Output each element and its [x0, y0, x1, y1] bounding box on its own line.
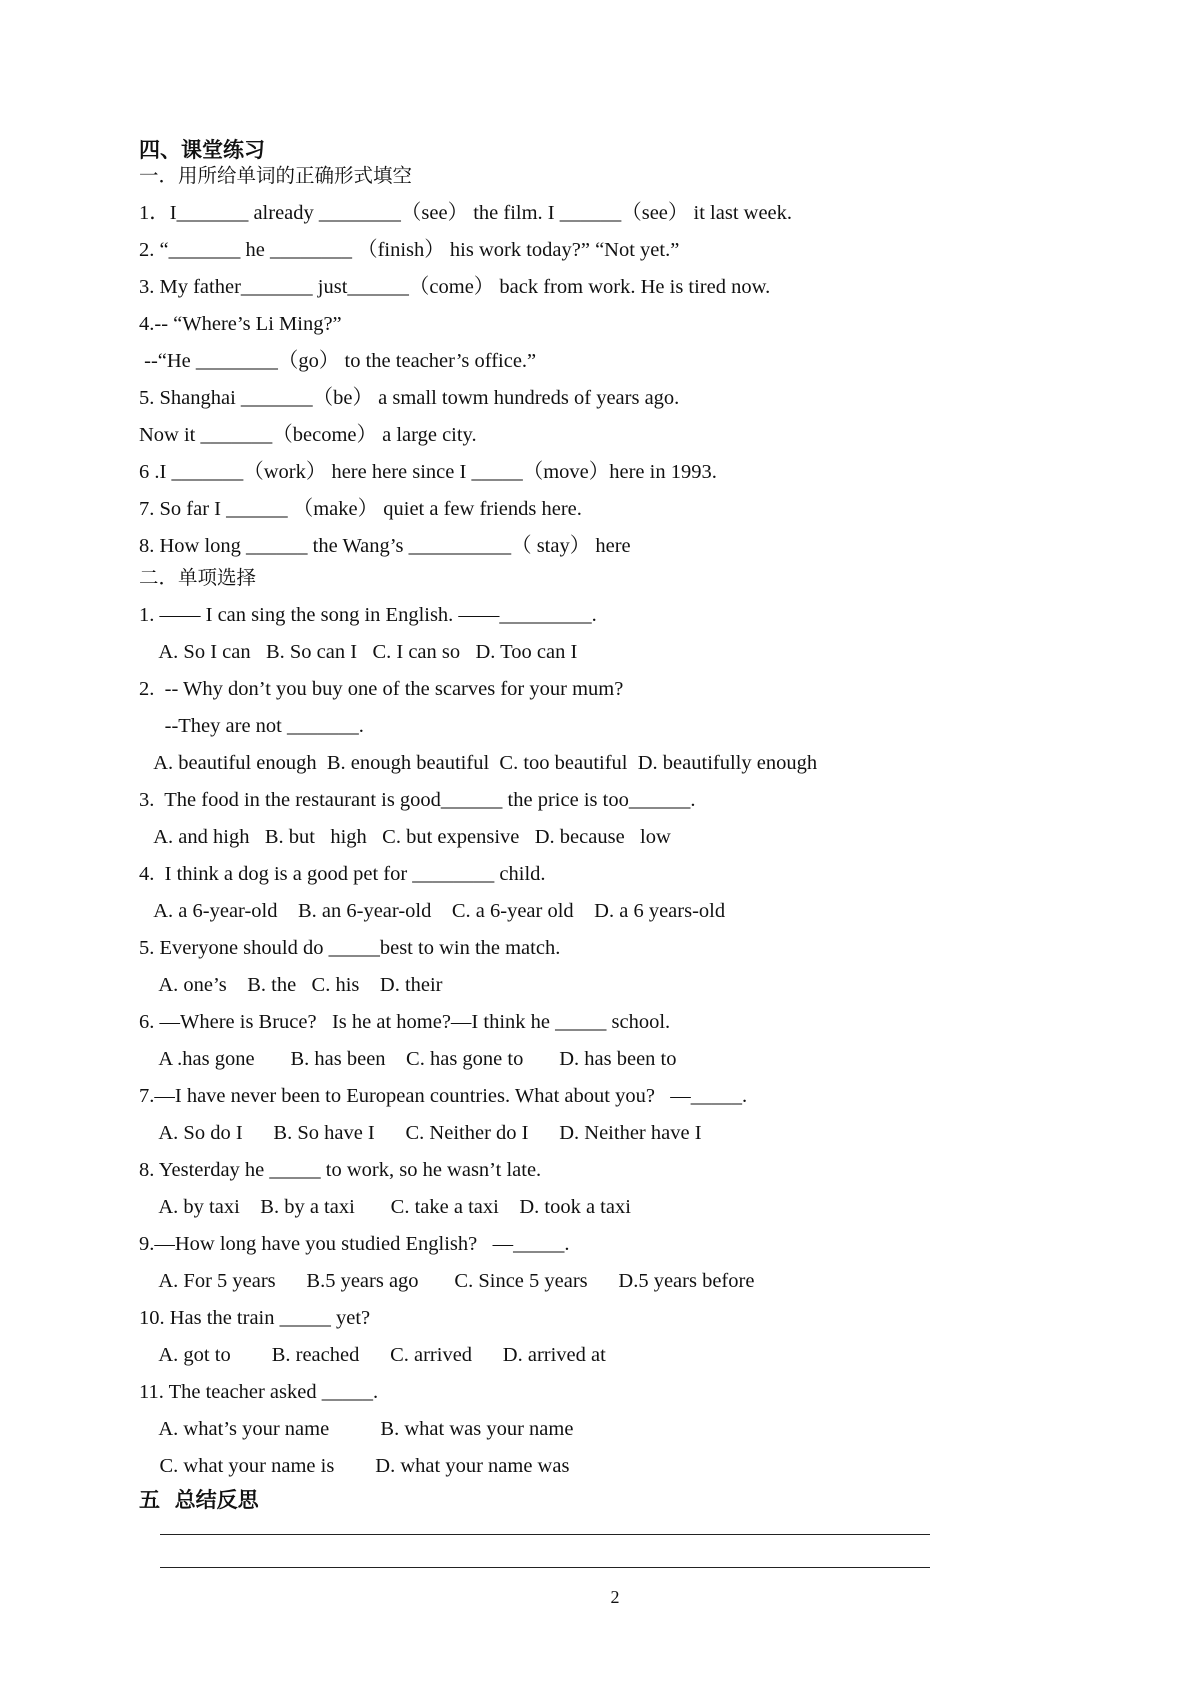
question-line: 1．I_______ already ________（see） the film. I ______（see） it last week.	[139, 202, 793, 224]
question-line: 3. The food in the restaurant is good______ the price is too______.	[139, 789, 696, 811]
options-line: A. and high B. but high C. but expensive D. because low	[139, 826, 671, 848]
options-line: A. one’s B. the C. his D. their	[139, 974, 443, 996]
options-line: C. what your name is D. what your name was	[139, 1455, 570, 1477]
section-heading-summary: 五 总结反思	[139, 1488, 259, 1512]
options-line: A .has gone B. has been C. has gone to D. has been to	[139, 1048, 677, 1070]
options-line: A. So do I B. So have I C. Neither do I D. Neither have I	[139, 1122, 702, 1144]
question-line: --“He ________（go） to the teacher’s office.”	[139, 350, 537, 372]
writing-line	[160, 1534, 930, 1535]
section-heading-practice: 四、课堂练习	[139, 138, 265, 162]
question-line: 4.-- “Where’s Li Ming?”	[139, 313, 342, 335]
question-line: 8. How long ______ the Wang’s __________（ stay） here	[139, 535, 631, 557]
question-line: 6. —Where is Bruce? Is he at home?—I think he _____ school.	[139, 1011, 671, 1033]
part-heading-fill-blanks: 一．用所给单词的正确形式填空	[139, 164, 413, 187]
question-line: 3. My father_______ just______（come） back from work. He is tired now.	[139, 276, 771, 298]
options-line: A. So I can B. So can I C. I can so D. Too can I	[139, 641, 578, 663]
question-line: 7.—I have never been to European countries. What about you? —_____.	[139, 1085, 748, 1107]
question-line: 8. Yesterday he _____ to work, so he wasn’t late.	[139, 1159, 542, 1181]
options-line: A. beautiful enough B. enough beautiful C. too beautiful D. beautifully enough	[139, 752, 818, 774]
question-line: 2. -- Why don’t you buy one of the scarves for your mum?	[139, 678, 624, 700]
options-line: A. got to B. reached C. arrived D. arrived at	[139, 1344, 606, 1366]
page-number: 2	[610, 1587, 620, 1607]
question-line: 4. I think a dog is a good pet for ________ child.	[139, 863, 546, 885]
question-line: --They are not _______.	[139, 715, 364, 737]
question-line: 10. Has the train _____ yet?	[139, 1307, 371, 1329]
writing-line	[160, 1567, 930, 1568]
question-line: 5. Shanghai _______（be） a small towm hundreds of years ago.	[139, 387, 680, 409]
part-heading-multiple-choice: 二．单项选择	[139, 566, 257, 589]
question-line: Now it _______（become） a large city.	[139, 424, 477, 446]
options-line: A. a 6-year-old B. an 6-year-old C. a 6-year old D. a 6 years-old	[139, 900, 726, 922]
question-line: 7. So far I ______ （make） quiet a few friends here.	[139, 498, 582, 520]
question-line: 9.—How long have you studied English? —_____.	[139, 1233, 570, 1255]
question-line: 6 .I _______（work） here here since I _____（move）here in 1993.	[139, 461, 717, 483]
options-line: A. what’s your name B. what was your name	[139, 1418, 574, 1440]
question-line: 1. —— I can sing the song in English. ——_________.	[139, 604, 597, 626]
question-line: 2. “_______ he ________ （finish） his work today?” “Not yet.”	[139, 239, 680, 261]
options-line: A. For 5 years B.5 years ago C. Since 5 years D.5 years before	[139, 1270, 755, 1292]
question-line: 5. Everyone should do _____best to win the match.	[139, 937, 561, 959]
options-line: A. by taxi B. by a taxi C. take a taxi D. took a taxi	[139, 1196, 631, 1218]
question-line: 11. The teacher asked _____.	[139, 1381, 379, 1403]
